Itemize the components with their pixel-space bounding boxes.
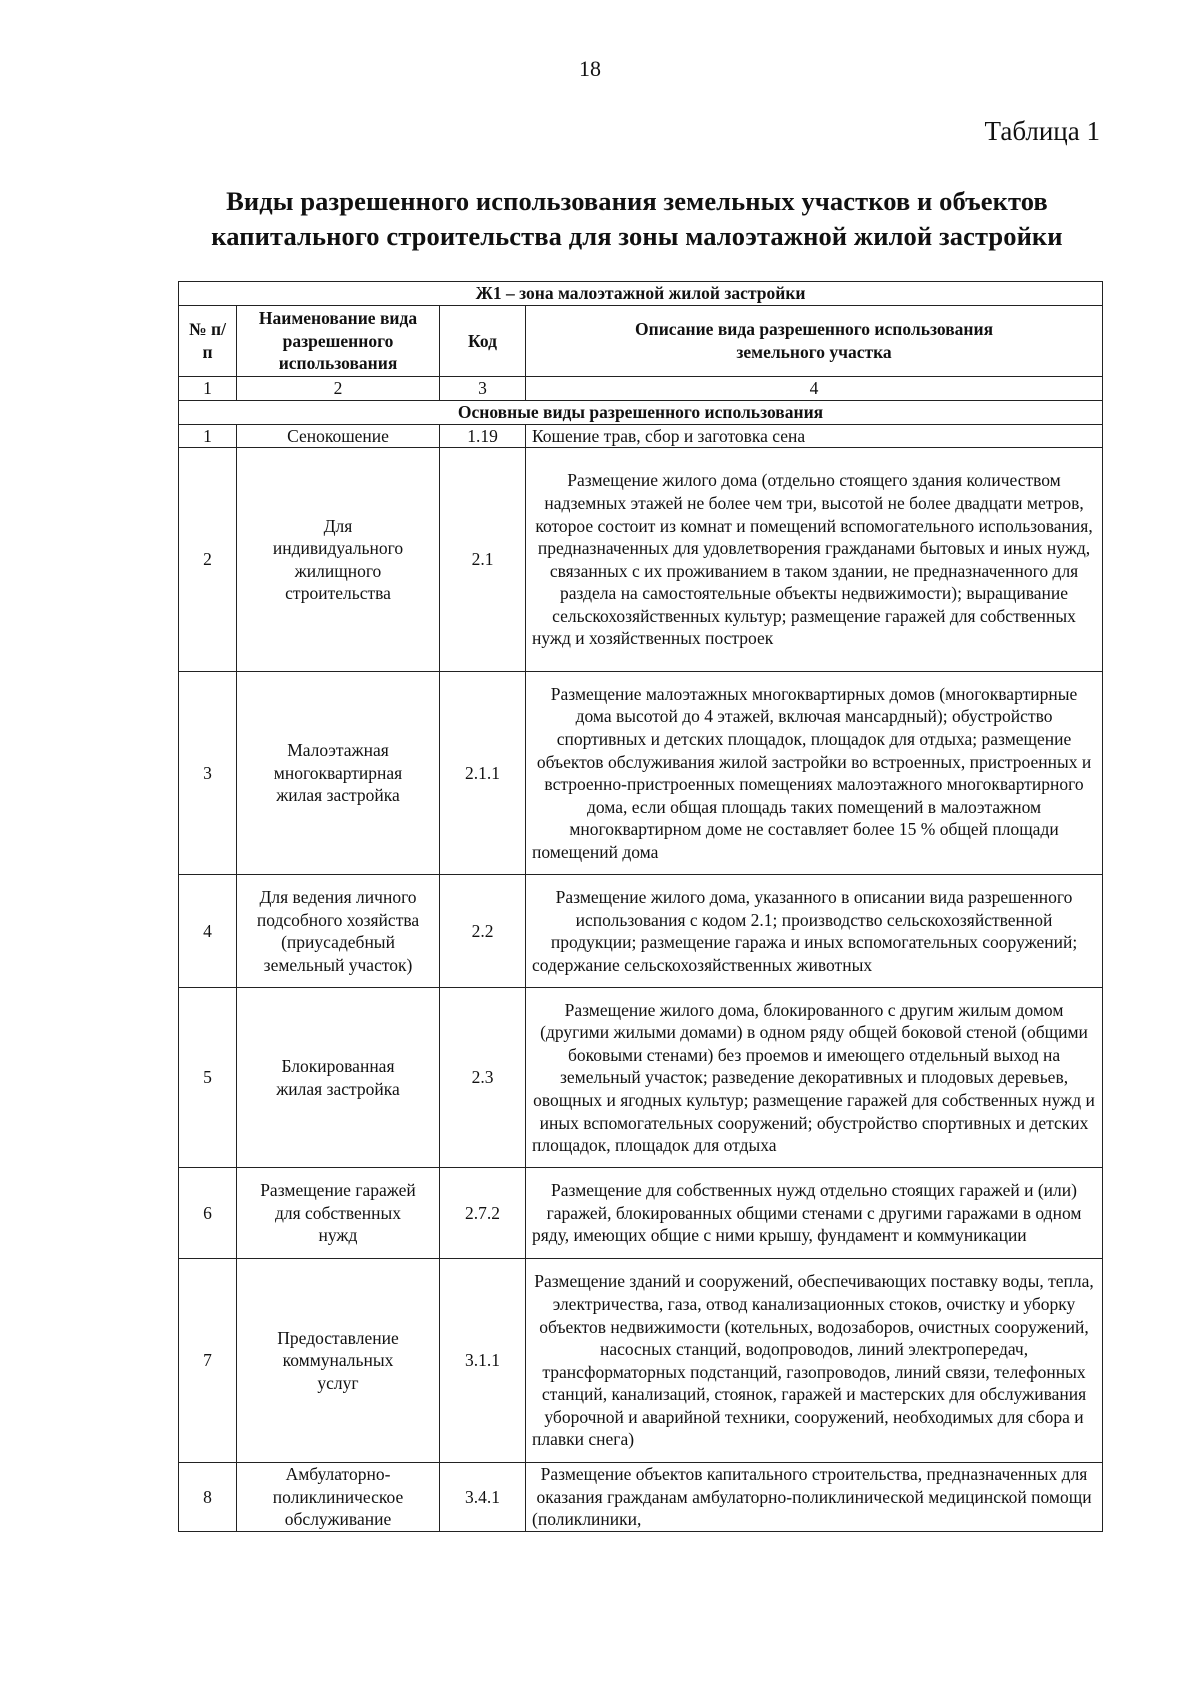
table-row — [179, 1463, 1103, 1532]
row-description: Размещение зданий и сооружений, обеспечивающих поставку воды, тепла, электричества, газа, отвод канализационных стоков, очистку и уборку объектов недвижимости (котельных, водозаборов, очистных сооружений, насосных станций, водопроводов, линий электропередач, трансформаторных подстанций, газопроводов, линий связи, телефонных станций, канализаций, стоянок, гаражей и мастерских для обслуживания уборочной и аварийной техники, сооружений, необходимых для сбора и плавки снега) — [526, 1259, 1103, 1463]
column-number: 4 — [526, 377, 1103, 401]
row-description: Размещение объектов капитального строительства, предназначенных для оказания гражданам амбулаторно-поликлинической медицинской помощи (поликлиники, — [526, 1463, 1103, 1532]
table-row — [179, 672, 1103, 875]
section-title: Основные виды разрешенного использования — [179, 400, 1103, 424]
row-num: 7 — [179, 1259, 237, 1463]
row-code: 1.19 — [440, 424, 526, 448]
zone-title: Ж1 – зона малоэтажной жилой застройки — [179, 282, 1103, 306]
column-number: 1 — [179, 377, 237, 401]
row-description: Кошение трав, сбор и заготовка сена — [526, 424, 1103, 448]
document-title: Виды разрешенного использования земельных участков и объектов капитального строительства для зоны малоэтажной жилой застройки — [211, 186, 1063, 251]
row-description: Размещение жилого дома (отдельно стоящего здания количеством надземных этажей не более чем три, высотой не более двадцати метров, которое состоит из комнат и помещений вспомогательного использования, предназначенных для удовлетворения гражданами бытовых и иных нужд, связанных с их проживанием в таком здании, не предназначенного для раздела на самостоятельные объекты недвижимости); выращивание сельскохозяйственных культур; размещение гаражей для собственных нужд и хозяйственных построек — [526, 448, 1103, 672]
row-name: Блокированная жилая застройка — [237, 988, 440, 1168]
table-row — [179, 448, 1103, 672]
row-name: Малоэтажная многоквартирная жилая застройка — [237, 672, 440, 875]
land-use-table — [178, 281, 1103, 1532]
header-num: № п/п — [179, 306, 237, 377]
row-code: 2.2 — [440, 875, 526, 988]
row-description: Размещение жилого дома, блокированного с другим жилым домом (другими жилыми домами) в одном ряду общей боковой стеной (общими боковыми стенами) без проемов и имеющего отдельный выход на земельный участок; разведение декоративных и плодовых деревьев, овощных и ягодных культур; размещение гаражей для собственных нужд и иных вспомогательных сооружений; обустройство спортивных и детских площадок, площадок для отдыха — [526, 988, 1103, 1168]
table-row — [179, 1259, 1103, 1463]
table-row — [179, 424, 1103, 448]
table-label: Таблица 1 — [984, 116, 1100, 146]
row-name: Амбулаторно-поликлиническое обслуживание — [237, 1463, 440, 1532]
row-num: 8 — [179, 1463, 237, 1532]
table-row — [179, 1168, 1103, 1259]
row-description: Размещение для собственных нужд отдельно стоящих гаражей и (или) гаражей, блокированных общими стенами с другими гаражами в одном ряду, имеющих общие с ними крышу, фундамент и коммуникации — [526, 1168, 1103, 1259]
table-row — [179, 875, 1103, 988]
row-name: Для индивидуального жилищного строительства — [237, 448, 440, 672]
column-numbers-row — [179, 377, 1103, 401]
table-row — [179, 988, 1103, 1168]
row-code: 2.1.1 — [440, 672, 526, 875]
row-num: 1 — [179, 424, 237, 448]
row-code: 2.7.2 — [440, 1168, 526, 1259]
row-num: 2 — [179, 448, 237, 672]
row-name: Сенокошение — [237, 424, 440, 448]
header-description: Описание вида разрешенного использования земельного участка — [526, 306, 1103, 377]
row-num: 4 — [179, 875, 237, 988]
row-num: 5 — [179, 988, 237, 1168]
row-description: Размещение жилого дома, указанного в описании вида разрешенного использования с кодом 2.1; производство сельскохозяйственной продукции; размещение гаража и иных вспомогательных сооружений; содержание сельскохозяйственных животных — [526, 875, 1103, 988]
header-name: Наименование вида разрешенного использования — [237, 306, 440, 377]
row-name: Предоставление коммунальных услуг — [237, 1259, 440, 1463]
row-name: Для ведения личного подсобного хозяйства (приусадебный земельный участок) — [237, 875, 440, 988]
row-num: 6 — [179, 1168, 237, 1259]
row-code: 3.4.1 — [440, 1463, 526, 1532]
row-code: 2.1 — [440, 448, 526, 672]
row-code: 3.1.1 — [440, 1259, 526, 1463]
column-number: 2 — [237, 377, 440, 401]
page-number: 18 — [579, 56, 601, 81]
row-name: Размещение гаражей для собственных нужд — [237, 1168, 440, 1259]
row-description: Размещение малоэтажных многоквартирных домов (многоквартирные дома высотой до 4 этажей, включая мансардный); обустройство спортивных и детских площадок, площадок для отдыха; размещение объектов обслуживания жилой застройки во встроенных, пристроенных и встроенно-пристроенных помещениях малоэтажного многоквартирного дома, если общая площадь таких помещений в малоэтажном многоквартирном доме не составляет более 15 % общей площади помещений дома — [526, 672, 1103, 875]
row-code: 2.3 — [440, 988, 526, 1168]
column-number: 3 — [440, 377, 526, 401]
header-code: Код — [440, 306, 526, 377]
row-num: 3 — [179, 672, 237, 875]
